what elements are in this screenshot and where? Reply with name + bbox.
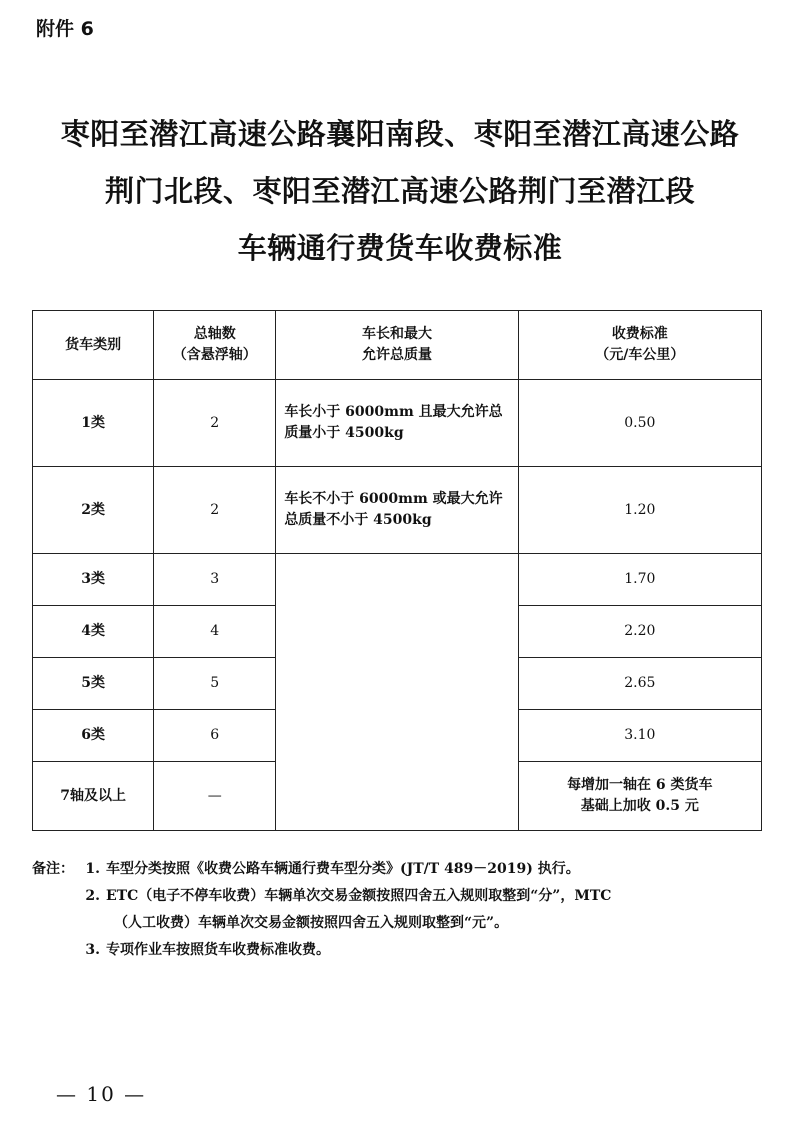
header-category: 货车类别 — [33, 311, 154, 380]
table-row — [33, 380, 762, 467]
note-item: 2. ETC（电子不停车收费）车辆单次交易金额按照四舍五入规则取整到“分”，MTC — [85, 888, 612, 904]
title-line-1: 枣阳至潜江高速公路襄阳南段、枣阳至潜江高速公路 — [60, 117, 740, 151]
cell-fee: 1.20 — [518, 467, 761, 554]
cell-category: 6类 — [33, 710, 154, 762]
table-row — [33, 467, 762, 554]
cell-fee: 2.20 — [518, 606, 761, 658]
title-line-2: 荆门北段、枣阳至潜江高速公路荆门至潜江段 — [104, 174, 695, 208]
header-length-weight: 车长和最大 允许总质量 — [276, 311, 518, 380]
cell-fee: 1.70 — [518, 554, 761, 606]
cell-axles: 5 — [154, 658, 276, 710]
cell-axles: — — [154, 762, 276, 831]
truck-fee-table — [32, 310, 762, 831]
cell-fee: 3.10 — [518, 710, 761, 762]
cell-category: 3类 — [33, 554, 154, 606]
attachment-label: 附件 6 — [36, 18, 94, 40]
cell-axles: 4 — [154, 606, 276, 658]
note-continuation: （人工收费）车辆单次交易金额按照四舍五入规则取整到“元”。 — [114, 915, 509, 931]
title-line-3: 车辆通行费货车收费标准 — [237, 231, 563, 265]
cell-category: 5类 — [33, 658, 154, 710]
cell-fee: 每增加一轴在 6 类货车 基础上加收 0.5 元 — [518, 762, 761, 831]
table-header-row — [33, 311, 762, 380]
header-fee-standard: 收费标准 （元/车公里） — [518, 311, 761, 380]
header-axles: 总轴数 （含悬浮轴） — [154, 311, 276, 380]
cell-category: 2类 — [33, 467, 154, 554]
cell-description-merged — [276, 554, 518, 831]
notes-label: 备注： — [32, 861, 74, 877]
cell-category: 4类 — [33, 606, 154, 658]
cell-category: 7轴及以上 — [33, 762, 154, 831]
notes-section — [32, 856, 772, 964]
page-number: — 10 — — [56, 1082, 147, 1106]
cell-description: 车长小于 6000mm 且最大允许总质量小于 4500kg — [276, 380, 518, 467]
cell-fee: 0.50 — [518, 380, 761, 467]
cell-description: 车长不小于 6000mm 或最大允许总质量不小于 4500kg — [276, 467, 518, 554]
table-row — [33, 554, 762, 606]
cell-axles: 2 — [154, 380, 276, 467]
cell-axles: 2 — [154, 467, 276, 554]
cell-axles: 6 — [154, 710, 276, 762]
document-title — [20, 106, 780, 277]
cell-axles: 3 — [154, 554, 276, 606]
note-item: 备注： 1. 车型分类按照《收费公路车辆通行费车型分类》(JT/T 489－2019) 执行。 — [32, 856, 772, 883]
cell-category: 1类 — [33, 380, 154, 467]
cell-fee: 2.65 — [518, 658, 761, 710]
note-item: 3. 专项作业车按照货车收费标准收费。 — [85, 942, 330, 958]
